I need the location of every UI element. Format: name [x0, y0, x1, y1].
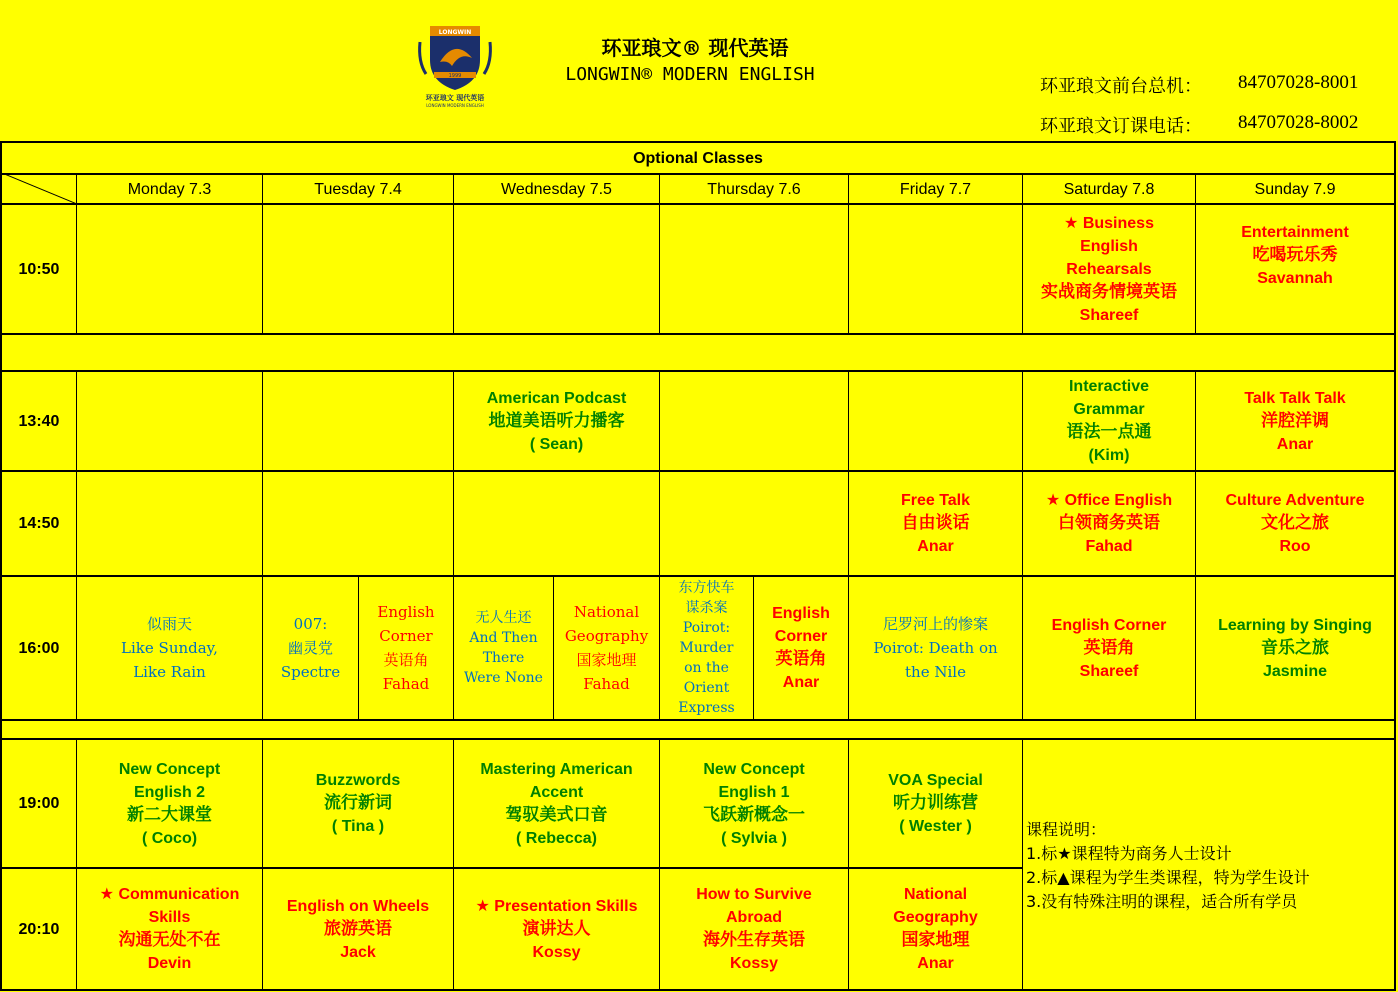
class-line: VOA Special	[888, 772, 983, 789]
grid-line	[1022, 738, 1023, 989]
logo-caption-cn: 环亚琅文 现代英语	[425, 94, 485, 102]
day-header: Tuesday 7.4	[314, 180, 402, 198]
time-label: 19:00	[18, 795, 60, 812]
class-line: There	[482, 650, 525, 666]
class-line: 新二大课堂	[127, 804, 212, 825]
class-english-on-wheels	[263, 869, 453, 989]
class-line: 吃喝玩乐秀	[1252, 245, 1338, 265]
class-line: English on Wheels	[286, 897, 430, 915]
class-line: 旅游英语	[324, 918, 392, 939]
class-line: 驾驭美式口音	[505, 804, 608, 825]
school-name-cn: 环亚琅文® 现代英语	[601, 36, 789, 60]
class-line: Kossy	[532, 943, 581, 961]
class-line: Anar	[917, 955, 954, 972]
class-line: ( Tina )	[331, 818, 385, 835]
class-line: Anar	[782, 674, 820, 691]
class-line: 沟通无处不在	[118, 930, 221, 950]
class-line: Entertainment	[1241, 224, 1349, 241]
class-line: 谋杀案	[685, 600, 728, 616]
class-line: English 1	[718, 783, 790, 801]
class-buzzwords	[263, 740, 453, 867]
class-line: 语法一点通	[1066, 422, 1152, 442]
class-line: Orient	[683, 680, 730, 696]
class-line: Accent	[529, 783, 584, 801]
corner-diagonal	[2, 173, 77, 204]
class-office-english	[1023, 472, 1195, 575]
time-label: 10:50	[18, 260, 60, 278]
class-line: ( Wester )	[899, 818, 972, 835]
class-culture-adventure	[1196, 472, 1394, 575]
table-title: Optional Classes	[633, 149, 763, 167]
class-line: English	[1080, 237, 1138, 255]
class-line: ( Rebecca)	[516, 829, 597, 847]
class-line: Jack	[340, 943, 376, 961]
note-item: 3.没有特殊注明的课程，适合所有学员	[1026, 892, 1298, 911]
class-line: Poirot: Death on	[873, 639, 998, 657]
class-line: National	[903, 886, 968, 903]
class-line: ★ Communication	[99, 886, 240, 903]
class-new-concept-english-2	[77, 740, 262, 867]
front-desk-label: 环亚琅文前台总机：	[1040, 76, 1202, 97]
class-mastering-american-accent	[454, 740, 659, 867]
class-american-podcast	[454, 372, 659, 470]
class-line: Geography	[564, 627, 649, 645]
class-line: 英语角	[1083, 637, 1135, 658]
class-line: Interactive	[1068, 378, 1150, 395]
notes-title: 课程说明：	[1026, 820, 1107, 839]
day-header: Monday 7.3	[127, 180, 212, 198]
class-spectre	[263, 577, 358, 719]
class-line: Free Talk	[900, 492, 971, 509]
time-label: 13:40	[18, 412, 60, 430]
class-line: Skills	[148, 909, 191, 926]
class-line: 幽灵党	[287, 639, 333, 657]
class-line: Express	[678, 700, 735, 716]
class-english-corner-tue	[359, 577, 453, 719]
class-line: English	[772, 605, 830, 622]
class-entertainment	[1196, 205, 1394, 333]
class-business-english-rehearsals	[1023, 205, 1195, 333]
note-item: 1.标★课程特为商务人士设计	[1026, 844, 1232, 863]
day-header: Thursday 7.6	[707, 180, 801, 198]
class-line: 文化之旅	[1261, 513, 1329, 533]
class-line: Like Sunday,	[121, 639, 218, 657]
class-line: (Kim)	[1088, 447, 1130, 464]
class-line: Learning by Singing	[1218, 616, 1372, 634]
class-line: 演讲达人	[522, 918, 591, 939]
class-death-on-the-nile	[849, 577, 1022, 719]
class-line: Anar	[1276, 435, 1314, 453]
class-line: Fahad	[382, 675, 430, 693]
class-line: ★ Presentation Skills	[475, 897, 638, 915]
class-line: 007:	[293, 615, 328, 633]
class-line: Talk Talk Talk	[1244, 389, 1346, 407]
class-line: 音乐之旅	[1261, 637, 1329, 658]
class-line: ( Coco)	[141, 829, 198, 847]
class-line: Spectre	[280, 663, 341, 681]
class-line: New Concept	[703, 760, 805, 778]
class-line: 地道美语听力播客	[488, 410, 625, 431]
class-line: 英语角	[775, 649, 827, 669]
logo-caption-en: LONGWIN MODERN ENGLISH	[426, 103, 484, 108]
class-english-corner-thu	[754, 577, 848, 719]
grid-line	[2, 333, 1394, 335]
class-line: Poirot:	[682, 620, 731, 636]
class-line: Anar	[917, 538, 954, 555]
class-line: 白领商务英语	[1058, 513, 1160, 533]
class-learning-by-singing	[1196, 577, 1394, 719]
class-murder-on-the-orient-express	[660, 577, 753, 719]
class-line: English Corner	[1051, 616, 1167, 634]
class-line: 洋腔洋调	[1261, 410, 1329, 431]
booking-number: 84707028-8002	[1238, 112, 1359, 133]
class-line: Mastering American	[480, 760, 633, 778]
class-line: Jasmine	[1262, 662, 1328, 680]
class-line: Fahad	[1085, 538, 1133, 555]
class-line: Culture Adventure	[1225, 492, 1365, 509]
class-line: 尼罗河上的惨案	[882, 615, 988, 633]
front-desk-number: 84707028-8001	[1238, 72, 1359, 93]
class-line: the Nile	[905, 663, 966, 681]
header	[0, 0, 1398, 141]
class-and-then-there-were-none	[454, 577, 553, 719]
class-line: English	[377, 603, 435, 621]
time-label: 16:00	[18, 639, 60, 657]
class-line: 国家地理	[576, 651, 637, 669]
time-label: 14:50	[18, 515, 60, 532]
class-line: Roo	[1279, 538, 1311, 555]
class-line: 自由谈话	[901, 513, 970, 533]
class-line: 东方快车	[678, 580, 735, 596]
class-line: Geography	[893, 909, 978, 926]
class-line: Savannah	[1257, 270, 1333, 287]
class-line: 无人生还	[475, 610, 532, 626]
class-line: 实战商务情境英语	[1041, 281, 1177, 302]
course-notes	[1026, 818, 1396, 914]
longwin-logo	[416, 22, 494, 108]
class-line: Shareef	[1079, 306, 1139, 324]
booking-phone	[1040, 112, 1359, 138]
class-line: 海外生存英语	[703, 930, 805, 950]
class-line: English 2	[133, 783, 206, 801]
time-label: 20:10	[18, 920, 60, 938]
class-line: ( Sean)	[529, 435, 584, 453]
class-like-sunday-like-rain	[77, 577, 262, 719]
class-line: Corner	[379, 627, 433, 645]
class-line: Kossy	[729, 955, 779, 972]
school-name-en: LONGWIN® MODERN ENGLISH	[565, 64, 815, 85]
class-line: Grammar	[1073, 401, 1145, 418]
class-line: American Podcast	[486, 389, 627, 407]
class-talk-talk-talk	[1196, 372, 1394, 470]
day-header: Saturday 7.8	[1063, 180, 1155, 198]
class-line: Abroad	[726, 909, 782, 926]
class-line: Murder	[679, 640, 734, 656]
grid-line	[2, 719, 1394, 721]
class-interactive-grammar	[1023, 372, 1195, 470]
class-line: 英语角	[383, 651, 429, 669]
class-line: National	[573, 603, 640, 621]
day-header: Friday 7.7	[899, 180, 972, 198]
class-line: Shareef	[1079, 662, 1139, 680]
class-voa-special	[849, 740, 1022, 867]
booking-label: 环亚琅文订课电话：	[1040, 116, 1202, 137]
class-line: New Concept	[118, 760, 221, 778]
class-line: How to Survive	[696, 886, 812, 903]
class-line: ( Sylvia )	[721, 829, 787, 847]
class-line: Buzzwords	[315, 772, 401, 789]
note-item: 2.标▲课程为学生类课程，特为学生设计	[1026, 868, 1310, 887]
class-line: ★ Business	[1064, 214, 1154, 232]
day-header: Wednesday 7.5	[501, 180, 612, 198]
class-presentation-skills	[454, 869, 659, 989]
class-national-geography-wed	[554, 577, 659, 719]
class-english-corner-sat	[1023, 577, 1195, 719]
class-line: Like Rain	[133, 663, 206, 681]
class-line: 飞跃新概念一	[703, 804, 805, 825]
class-line: 听力训练营	[893, 793, 978, 813]
class-line: Rehearsals	[1066, 260, 1152, 278]
class-line: 似雨天	[146, 615, 192, 633]
class-line: ★ Office English	[1045, 492, 1173, 509]
class-national-geography-fri	[849, 869, 1022, 989]
class-line: And Then	[469, 630, 538, 646]
class-line: 国家地理	[901, 930, 970, 950]
class-free-talk	[849, 472, 1022, 575]
class-line: 流行新词	[324, 793, 392, 813]
class-new-concept-english-1	[660, 740, 848, 867]
class-line: on the	[684, 660, 729, 676]
logo-text: LONGWIN	[438, 29, 472, 36]
class-communication-skills	[77, 869, 262, 989]
class-line: Corner	[774, 628, 828, 645]
class-line: Devin	[147, 955, 192, 972]
class-line: Were None	[464, 670, 543, 686]
front-desk-phone	[1040, 72, 1359, 98]
logo-year: 1999	[448, 73, 462, 79]
day-header: Sunday 7.9	[1254, 180, 1336, 198]
class-line: Fahad	[583, 675, 630, 693]
class-how-to-survive-abroad	[660, 869, 848, 989]
